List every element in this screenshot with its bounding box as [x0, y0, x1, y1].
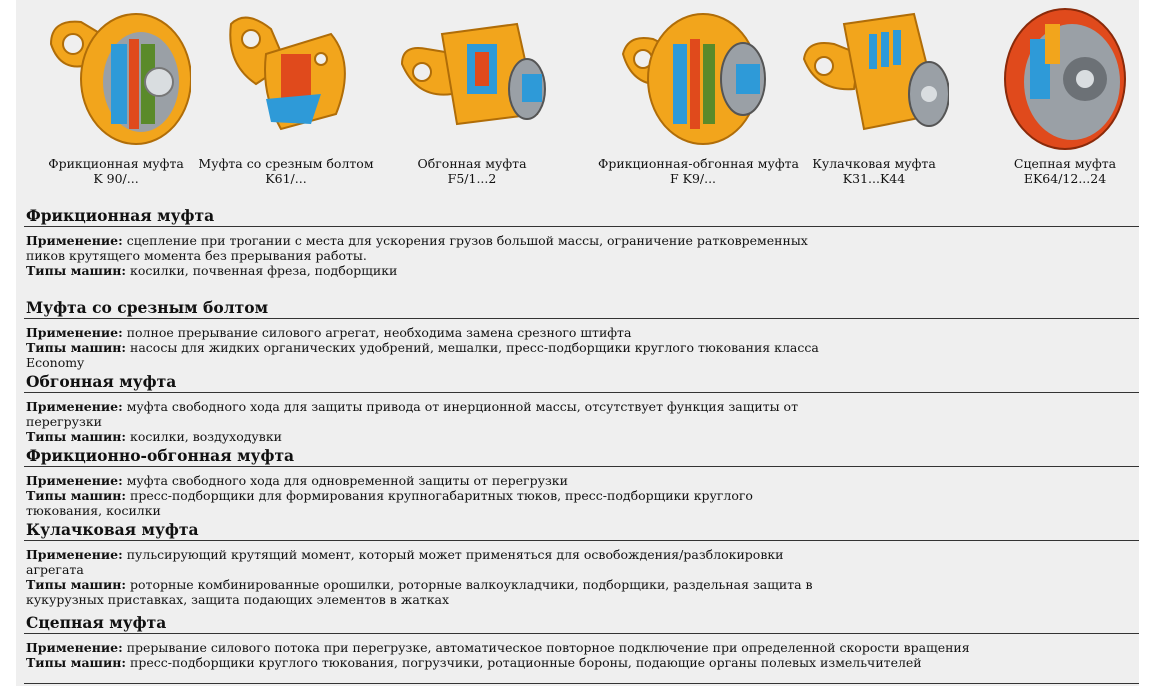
- section-title: Фрикционно-обгонная муфта: [24, 446, 1139, 467]
- application-text: муфта свободного хода для защиты привода от инерционной массы, отсутствует функция защиты от перегрузки: [26, 399, 798, 429]
- product-code: K31...K44: [842, 171, 906, 186]
- bottom-divider: [24, 683, 1139, 684]
- machine-types-text: косилки, почвенная фреза, подборщики: [130, 263, 398, 278]
- friction-clutch-image: [41, 4, 191, 154]
- product-label: [970, 156, 1155, 186]
- machine-types-text: роторные комбинированные орошилки, роторные валкоукладчики, подборщики, раздельная защита в кукурузных приставках, защита подающих элементов в жатках: [26, 577, 813, 607]
- application-text: сцепление при трогании с места для ускорения грузов большой массы, ограничение ратковременных пиков крутящего момента без прерывания работы.: [26, 233, 808, 263]
- application-label: Применение:: [26, 547, 123, 562]
- section-overrunning-clutch: [24, 372, 1139, 444]
- product-label: [598, 156, 799, 186]
- product-name: Кулачковая муфта: [812, 156, 936, 171]
- machine-types-text: косилки, воздуходувки: [130, 429, 282, 444]
- machine-types-text: насосы для жидких органических удобрений, мешалки, пресс-подборщики круглого тюкования класса Economy: [26, 340, 819, 370]
- product-code: K61/...: [265, 171, 307, 186]
- machine-types-text: пресс-подборщики круглого тюкования, погрузчики, ротационные бороны, подающие органы полевых измельчителей: [130, 655, 922, 670]
- product-card[interactable]: [377, 0, 567, 195]
- product-code: EK64/12...24: [1023, 171, 1107, 186]
- product-code: K 90/...: [93, 171, 139, 186]
- section-body: [26, 233, 826, 278]
- product-label: [191, 156, 381, 186]
- content-panel: [16, 0, 1139, 686]
- application-text: пульсирующий крутящий момент, который может применяться для освобождения/разблокировки агрегата: [26, 547, 784, 577]
- application-label: Применение:: [26, 233, 123, 248]
- machine-types-label: Типы машин:: [26, 340, 127, 355]
- product-gallery: [16, 0, 1139, 195]
- product-card[interactable]: [598, 0, 799, 195]
- application-text: прерывание силового потока при перегрузке, автоматическое повторное подключение при определенной скорости вращения: [126, 640, 970, 655]
- application-text: полное прерывание силового агрегат, необходима замена срезного штифта: [126, 325, 632, 340]
- section-cam-clutch: [24, 520, 1139, 607]
- shear-bolt-clutch-image: [211, 4, 361, 154]
- product-label: [779, 156, 969, 186]
- product-code: F K9/...: [669, 171, 717, 186]
- product-code: F5/1...2: [447, 171, 497, 186]
- product-name: Муфта со срезным болтом: [198, 156, 374, 171]
- overrunning-clutch-image: [397, 4, 547, 154]
- section-body: [26, 473, 826, 518]
- section-friction-clutch: [24, 206, 1139, 278]
- section-body: [26, 547, 826, 607]
- product-name: Фрикционная муфта: [48, 156, 184, 171]
- machine-types-label: Типы машин:: [26, 429, 127, 444]
- machine-types-label: Типы машин:: [26, 488, 127, 503]
- coupling-clutch-image: [990, 4, 1140, 154]
- product-card[interactable]: [970, 0, 1155, 195]
- section-body: [26, 399, 826, 444]
- section-shear-bolt-clutch: [24, 298, 1139, 370]
- product-name: Фрикционная-обгонная муфта: [598, 156, 799, 171]
- product-name: Сцепная муфта: [1013, 156, 1117, 171]
- application-label: Применение:: [26, 325, 123, 340]
- section-body: [26, 325, 826, 370]
- application-label: Применение:: [26, 473, 123, 488]
- application-text: муфта свободного хода для одновременной защиты от перегрузки: [126, 473, 568, 488]
- product-card[interactable]: [21, 0, 211, 195]
- machine-types-text: пресс-подборщики для формирования крупногабаритных тюков, пресс-подборщики круглого тюкования, косилки: [26, 488, 753, 518]
- section-title: Фрикционная муфта: [24, 206, 1139, 227]
- application-label: Применение:: [26, 640, 123, 655]
- product-label: [21, 156, 211, 186]
- section-title: Обгонная муфта: [24, 372, 1139, 393]
- section-title: Сцепная муфта: [24, 613, 1139, 634]
- machine-types-label: Типы машин:: [26, 263, 127, 278]
- product-card[interactable]: [779, 0, 969, 195]
- product-card[interactable]: [191, 0, 381, 195]
- section-friction-overrunning-clutch: [24, 446, 1139, 518]
- machine-types-label: Типы машин:: [26, 577, 127, 592]
- section-title: Муфта со срезным болтом: [24, 298, 1139, 319]
- application-label: Применение:: [26, 399, 123, 414]
- product-label: [377, 156, 567, 186]
- friction-overrunning-clutch-image: [618, 4, 768, 154]
- cam-clutch-image: [799, 4, 949, 154]
- machine-types-label: Типы машин:: [26, 655, 127, 670]
- section-title: Кулачковая муфта: [24, 520, 1139, 541]
- product-name: Обгонная муфта: [417, 156, 527, 171]
- section-coupling-clutch: [24, 613, 1139, 670]
- section-body: [26, 640, 1026, 670]
